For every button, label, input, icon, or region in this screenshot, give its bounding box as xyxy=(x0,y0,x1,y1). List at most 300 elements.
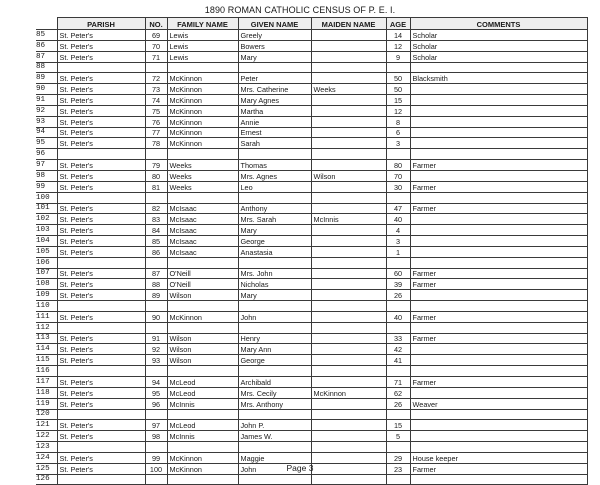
table-row xyxy=(36,214,587,225)
given-name-cell: John P. xyxy=(238,420,311,431)
row-number: 106 xyxy=(36,257,57,268)
comments-cell: Farmer xyxy=(410,268,587,279)
given-name-cell: Maggie xyxy=(238,452,311,463)
comments-cell: Farmer xyxy=(410,160,587,171)
row-number: 92 xyxy=(36,105,57,116)
table-row xyxy=(36,246,587,257)
parish-cell: St. Peter's xyxy=(57,105,145,116)
table-row xyxy=(36,181,587,192)
row-number: 113 xyxy=(36,333,57,344)
row-number: 110 xyxy=(36,301,57,312)
comments-cell xyxy=(410,170,587,181)
given-name-cell: Bowers xyxy=(238,40,311,51)
maiden-name-cell xyxy=(311,225,386,236)
row-number: 94 xyxy=(36,127,57,138)
maiden-name-cell xyxy=(311,181,386,192)
row-number: 109 xyxy=(36,290,57,301)
row-number: 86 xyxy=(36,40,57,51)
no-cell xyxy=(145,301,167,312)
row-number: 112 xyxy=(36,322,57,333)
given-name-cell: Mary xyxy=(238,51,311,62)
family-name-cell: McIsaac xyxy=(167,236,238,247)
table-row xyxy=(36,322,587,333)
no-cell xyxy=(145,366,167,377)
parish-cell: St. Peter's xyxy=(57,160,145,171)
table-row xyxy=(36,40,587,51)
age-cell: 12 xyxy=(386,105,410,116)
maiden-name-cell xyxy=(311,344,386,355)
parish-cell: St. Peter's xyxy=(57,355,145,366)
age-cell: 39 xyxy=(386,279,410,290)
parish-cell: St. Peter's xyxy=(57,377,145,388)
given-name-cell: George xyxy=(238,236,311,247)
family-name-cell: Lewis xyxy=(167,30,238,41)
family-name-cell: McKinnon xyxy=(167,127,238,138)
given-name-cell xyxy=(238,366,311,377)
no-cell: 82 xyxy=(145,203,167,214)
no-cell: 78 xyxy=(145,138,167,149)
comments-cell xyxy=(410,290,587,301)
table-row xyxy=(36,387,587,398)
parish-cell: St. Peter's xyxy=(57,138,145,149)
age-cell: 12 xyxy=(386,40,410,51)
parish-cell xyxy=(57,149,145,160)
family-name-cell xyxy=(167,257,238,268)
given-name-cell: John xyxy=(238,463,311,474)
comments-cell xyxy=(410,322,587,333)
family-name-cell: McKinnon xyxy=(167,116,238,127)
no-cell: 89 xyxy=(145,290,167,301)
row-number: 91 xyxy=(36,95,57,106)
table-row xyxy=(36,149,587,160)
family-name-cell: McKinnon xyxy=(167,95,238,106)
parish-cell xyxy=(57,62,145,73)
comments-cell: Scholar xyxy=(410,40,587,51)
row-number: 101 xyxy=(36,203,57,214)
comments-cell: Farmer xyxy=(410,181,587,192)
comments-cell xyxy=(410,366,587,377)
row-number: 122 xyxy=(36,431,57,442)
given-name-cell: Archibald xyxy=(238,377,311,388)
table-row xyxy=(36,225,587,236)
age-cell: 42 xyxy=(386,344,410,355)
maiden-name-cell xyxy=(311,116,386,127)
family-name-cell: Wilson xyxy=(167,355,238,366)
table-row xyxy=(36,398,587,409)
comments-cell xyxy=(410,105,587,116)
maiden-name-cell xyxy=(311,311,386,322)
given-name-cell xyxy=(238,257,311,268)
comments-cell xyxy=(410,387,587,398)
given-name-cell: Mrs. Catherine xyxy=(238,84,311,95)
age-cell: 14 xyxy=(386,30,410,41)
table-row xyxy=(36,73,587,84)
maiden-name-cell xyxy=(311,268,386,279)
age-cell: 8 xyxy=(386,116,410,127)
no-cell: 81 xyxy=(145,181,167,192)
age-cell: 71 xyxy=(386,377,410,388)
table-row xyxy=(36,95,587,106)
family-name-cell: McIsaac xyxy=(167,225,238,236)
no-cell: 100 xyxy=(145,463,167,474)
maiden-name-cell xyxy=(311,30,386,41)
parish-cell: St. Peter's xyxy=(57,127,145,138)
parish-cell xyxy=(57,192,145,203)
parish-cell xyxy=(57,301,145,312)
given-name-cell: Anastasia xyxy=(238,246,311,257)
comments-cell xyxy=(410,62,587,73)
maiden-name-cell xyxy=(311,366,386,377)
age-cell xyxy=(386,366,410,377)
given-name-cell: James W. xyxy=(238,431,311,442)
comments-cell xyxy=(410,95,587,106)
given-name-cell: Ernest xyxy=(238,127,311,138)
parish-cell: St. Peter's xyxy=(57,116,145,127)
family-name-cell: McInnis xyxy=(167,431,238,442)
age-cell: 3 xyxy=(386,138,410,149)
given-name-cell: Henry xyxy=(238,333,311,344)
comments-cell xyxy=(410,246,587,257)
maiden-name-cell xyxy=(311,398,386,409)
no-cell: 75 xyxy=(145,105,167,116)
family-name-cell xyxy=(167,442,238,453)
given-name-cell: Mrs. Agnes xyxy=(238,170,311,181)
table-row xyxy=(36,84,587,95)
row-number-header xyxy=(36,18,57,30)
no-cell: 83 xyxy=(145,214,167,225)
family-name-cell: McInnis xyxy=(167,398,238,409)
maiden-name-cell xyxy=(311,431,386,442)
age-cell: 5 xyxy=(386,431,410,442)
no-cell: 70 xyxy=(145,40,167,51)
given-name-cell xyxy=(238,409,311,420)
no-cell xyxy=(145,149,167,160)
comments-cell: Farmer xyxy=(410,463,587,474)
row-number: 96 xyxy=(36,149,57,160)
given-name-cell xyxy=(238,442,311,453)
family-name-cell xyxy=(167,322,238,333)
no-cell xyxy=(145,322,167,333)
no-cell xyxy=(145,192,167,203)
comments-cell xyxy=(410,344,587,355)
family-name-cell: McKinnon xyxy=(167,84,238,95)
family-name-cell: Weeks xyxy=(167,160,238,171)
row-number: 103 xyxy=(36,225,57,236)
table-row xyxy=(36,344,587,355)
family-name-cell xyxy=(167,149,238,160)
parish-cell xyxy=(57,366,145,377)
maiden-name-cell xyxy=(311,203,386,214)
parish-cell: St. Peter's xyxy=(57,452,145,463)
column-header-given-name: GIVEN NAME xyxy=(238,18,311,30)
row-number: 99 xyxy=(36,181,57,192)
table-row xyxy=(36,203,587,214)
maiden-name-cell: Wilson xyxy=(311,170,386,181)
row-number: 115 xyxy=(36,355,57,366)
maiden-name-cell xyxy=(311,62,386,73)
age-cell: 50 xyxy=(386,84,410,95)
no-cell: 88 xyxy=(145,279,167,290)
age-cell xyxy=(386,301,410,312)
table-row xyxy=(36,442,587,453)
no-cell: 69 xyxy=(145,30,167,41)
row-number: 111 xyxy=(36,311,57,322)
given-name-cell: Sarah xyxy=(238,138,311,149)
given-name-cell: Mrs. John xyxy=(238,268,311,279)
no-cell: 87 xyxy=(145,268,167,279)
table-row xyxy=(36,236,587,247)
no-cell xyxy=(145,257,167,268)
no-cell: 97 xyxy=(145,420,167,431)
maiden-name-cell xyxy=(311,95,386,106)
parish-cell: St. Peter's xyxy=(57,30,145,41)
no-cell: 73 xyxy=(145,84,167,95)
age-cell: 29 xyxy=(386,452,410,463)
given-name-cell xyxy=(238,301,311,312)
family-name-cell: McLeod xyxy=(167,387,238,398)
row-number: 105 xyxy=(36,246,57,257)
family-name-cell: Wilson xyxy=(167,333,238,344)
table-row xyxy=(36,409,587,420)
no-cell: 80 xyxy=(145,170,167,181)
family-name-cell: McKinnon xyxy=(167,452,238,463)
column-header-maiden-name: MAIDEN NAME xyxy=(311,18,386,30)
age-cell: 23 xyxy=(386,463,410,474)
family-name-cell xyxy=(167,366,238,377)
comments-cell: Farmer xyxy=(410,333,587,344)
page-number: Page 3 xyxy=(286,463,314,473)
row-number: 117 xyxy=(36,377,57,388)
no-cell: 95 xyxy=(145,387,167,398)
age-cell xyxy=(386,192,410,203)
given-name-cell: Annie xyxy=(238,116,311,127)
comments-cell xyxy=(410,138,587,149)
table-row xyxy=(36,105,587,116)
comments-cell xyxy=(410,116,587,127)
maiden-name-cell xyxy=(311,333,386,344)
family-name-cell: McLeod xyxy=(167,377,238,388)
parish-cell: St. Peter's xyxy=(57,181,145,192)
age-cell: 6 xyxy=(386,127,410,138)
no-cell: 92 xyxy=(145,344,167,355)
age-cell: 26 xyxy=(386,398,410,409)
parish-cell: St. Peter's xyxy=(57,170,145,181)
no-cell: 98 xyxy=(145,431,167,442)
parish-cell: St. Peter's xyxy=(57,463,145,474)
row-number: 118 xyxy=(36,387,57,398)
comments-cell xyxy=(410,236,587,247)
age-cell: 33 xyxy=(386,333,410,344)
census-table xyxy=(36,17,588,485)
parish-cell: St. Peter's xyxy=(57,95,145,106)
given-name-cell: Peter xyxy=(238,73,311,84)
maiden-name-cell: McInnis xyxy=(311,214,386,225)
parish-cell: St. Peter's xyxy=(57,398,145,409)
comments-cell xyxy=(410,225,587,236)
age-cell xyxy=(386,322,410,333)
row-number: 90 xyxy=(36,84,57,95)
row-number: 120 xyxy=(36,409,57,420)
age-cell: 60 xyxy=(386,268,410,279)
no-cell: 84 xyxy=(145,225,167,236)
age-cell xyxy=(386,149,410,160)
no-cell xyxy=(145,409,167,420)
given-name-cell: Thomas xyxy=(238,160,311,171)
parish-cell: St. Peter's xyxy=(57,203,145,214)
row-number: 93 xyxy=(36,116,57,127)
maiden-name-cell xyxy=(311,322,386,333)
comments-cell: Farmer xyxy=(410,311,587,322)
given-name-cell: Mary xyxy=(238,290,311,301)
age-cell: 47 xyxy=(386,203,410,214)
given-name-cell: Mrs. Anthony xyxy=(238,398,311,409)
maiden-name-cell xyxy=(311,355,386,366)
table-row xyxy=(36,420,587,431)
parish-cell: St. Peter's xyxy=(57,333,145,344)
family-name-cell: Wilson xyxy=(167,290,238,301)
no-cell: 94 xyxy=(145,377,167,388)
row-number: 95 xyxy=(36,138,57,149)
comments-cell: House keeper xyxy=(410,452,587,463)
row-number: 123 xyxy=(36,442,57,453)
column-header-age: AGE xyxy=(386,18,410,30)
column-header-family-name: FAMILY NAME xyxy=(167,18,238,30)
table-row xyxy=(36,127,587,138)
comments-cell: Weaver xyxy=(410,398,587,409)
row-number: 116 xyxy=(36,366,57,377)
given-name-cell: Anthony xyxy=(238,203,311,214)
family-name-cell: McKinnon xyxy=(167,138,238,149)
parish-cell: St. Peter's xyxy=(57,420,145,431)
parish-cell: St. Peter's xyxy=(57,268,145,279)
family-name-cell: McIsaac xyxy=(167,246,238,257)
given-name-cell: George xyxy=(238,355,311,366)
family-name-cell: McIsaac xyxy=(167,214,238,225)
comments-cell xyxy=(410,192,587,203)
comments-cell: Blacksmith xyxy=(410,73,587,84)
row-number: 121 xyxy=(36,420,57,431)
no-cell: 72 xyxy=(145,73,167,84)
table-row xyxy=(36,116,587,127)
table-row xyxy=(36,170,587,181)
row-number: 108 xyxy=(36,279,57,290)
age-cell: 15 xyxy=(386,420,410,431)
parish-cell: St. Peter's xyxy=(57,246,145,257)
row-number: 87 xyxy=(36,51,57,62)
parish-cell: St. Peter's xyxy=(57,225,145,236)
comments-cell: Farmer xyxy=(410,279,587,290)
maiden-name-cell xyxy=(311,246,386,257)
table-row xyxy=(36,452,587,463)
parish-cell: St. Peter's xyxy=(57,290,145,301)
family-name-cell: McKinnon xyxy=(167,73,238,84)
given-name-cell: Mrs. Cecily xyxy=(238,387,311,398)
given-name-cell xyxy=(238,322,311,333)
no-cell xyxy=(145,442,167,453)
given-name-cell: Mrs. Sarah xyxy=(238,214,311,225)
no-cell: 93 xyxy=(145,355,167,366)
comments-cell xyxy=(410,214,587,225)
maiden-name-cell xyxy=(311,40,386,51)
no-cell: 91 xyxy=(145,333,167,344)
table-row xyxy=(36,30,587,41)
parish-cell: St. Peter's xyxy=(57,431,145,442)
row-number: 114 xyxy=(36,344,57,355)
parish-cell: St. Peter's xyxy=(57,73,145,84)
maiden-name-cell xyxy=(311,442,386,453)
no-cell: 71 xyxy=(145,51,167,62)
age-cell: 41 xyxy=(386,355,410,366)
parish-cell xyxy=(57,257,145,268)
family-name-cell xyxy=(167,301,238,312)
document-title: 1890 ROMAN CATHOLIC CENSUS OF P. E. I. xyxy=(204,5,396,15)
family-name-cell xyxy=(167,62,238,73)
table-row xyxy=(36,160,587,171)
no-cell: 96 xyxy=(145,398,167,409)
table-row xyxy=(36,138,587,149)
age-cell: 50 xyxy=(386,73,410,84)
table-row xyxy=(36,377,587,388)
parish-cell xyxy=(57,442,145,453)
table-row xyxy=(36,301,587,312)
row-number: 88 xyxy=(36,62,57,73)
age-cell: 30 xyxy=(386,181,410,192)
parish-cell: St. Peter's xyxy=(57,40,145,51)
family-name-cell: O'Neill xyxy=(167,268,238,279)
age-cell: 26 xyxy=(386,290,410,301)
row-number: 100 xyxy=(36,192,57,203)
table-row xyxy=(36,192,587,203)
parish-cell: St. Peter's xyxy=(57,84,145,95)
given-name-cell: Greely xyxy=(238,30,311,41)
given-name-cell: John xyxy=(238,311,311,322)
maiden-name-cell xyxy=(311,301,386,312)
comments-cell xyxy=(410,420,587,431)
census-table-body xyxy=(36,30,587,485)
parish-cell: St. Peter's xyxy=(57,51,145,62)
row-number: 126 xyxy=(36,474,57,485)
maiden-name-cell: McKinnon xyxy=(311,387,386,398)
parish-cell xyxy=(57,322,145,333)
comments-cell: Scholar xyxy=(410,30,587,41)
given-name-cell: Nicholas xyxy=(238,279,311,290)
maiden-name-cell xyxy=(311,452,386,463)
maiden-name-cell xyxy=(311,105,386,116)
table-row xyxy=(36,257,587,268)
column-header-parish: PARISH xyxy=(57,18,145,30)
age-cell: 1 xyxy=(386,246,410,257)
row-number: 98 xyxy=(36,170,57,181)
family-name-cell: Lewis xyxy=(167,51,238,62)
row-number: 124 xyxy=(36,452,57,463)
comments-cell: Farmer xyxy=(410,203,587,214)
comments-cell xyxy=(410,431,587,442)
family-name-cell: O'Neill xyxy=(167,279,238,290)
no-cell: 85 xyxy=(145,236,167,247)
family-name-cell: Weeks xyxy=(167,170,238,181)
comments-cell xyxy=(410,355,587,366)
table-row xyxy=(36,290,587,301)
maiden-name-cell xyxy=(311,279,386,290)
comments-cell xyxy=(410,442,587,453)
table-row xyxy=(36,366,587,377)
parish-cell: St. Peter's xyxy=(57,387,145,398)
family-name-cell: Lewis xyxy=(167,40,238,51)
age-cell: 70 xyxy=(386,170,410,181)
age-cell xyxy=(386,257,410,268)
no-cell: 99 xyxy=(145,452,167,463)
given-name-cell: Mary Agnes xyxy=(238,95,311,106)
